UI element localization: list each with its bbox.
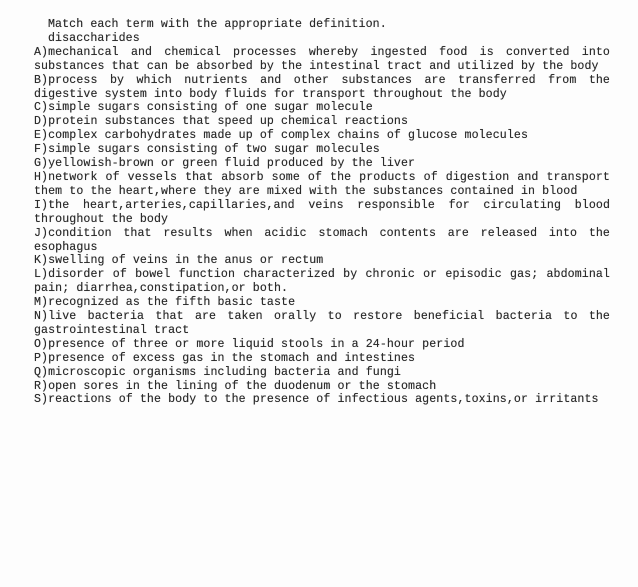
definition-item — [30, 157, 610, 171]
definition-text: presence of three or more liquid stools in a 24-hour period — [48, 337, 465, 351]
definition-item — [30, 268, 610, 296]
definition-letter: K) — [34, 254, 49, 268]
matching-question — [30, 18, 610, 407]
definition-letter: B) — [34, 73, 49, 87]
definition-text: disorder of bowel function characterized by chronic or episodic gas; abdominal pain; diarrhea,constipation,or both. — [34, 268, 610, 296]
definition-letter: I) — [34, 198, 49, 212]
definition-item — [30, 296, 610, 310]
definition-text: yellowish-brown or green fluid produced by the liver — [48, 157, 416, 171]
definition-text: condition that results when acidic stomach contents are released into the esophagus — [34, 226, 610, 254]
question-instruction: Match each term with the appropriate definition. — [48, 18, 387, 31]
definition-item — [30, 115, 610, 129]
definition-item — [30, 338, 610, 352]
definition-list — [30, 46, 610, 408]
definition-item — [30, 74, 610, 102]
definition-letter: M) — [34, 296, 49, 310]
definition-text: swelling of veins in the anus or rectum — [48, 254, 324, 268]
definition-item — [30, 380, 610, 394]
definition-item — [30, 101, 610, 115]
definition-letter: C) — [34, 101, 49, 115]
definition-item — [30, 171, 610, 199]
definition-letter: L) — [34, 268, 49, 282]
definition-text: microscopic organisms including bacteria and fungi — [48, 365, 401, 379]
definition-text: simple sugars consisting of one sugar molecule — [48, 101, 373, 115]
definition-text: mechanical and chemical processes whereby ingested food is converted into substances that can be absorbed by the intestinal tract and utilized by the body — [34, 45, 610, 73]
definition-text: protein substances that speed up chemical reactions — [48, 115, 409, 129]
definition-text: open sores in the lining of the duodenum or the stomach — [48, 379, 437, 393]
definition-item — [30, 227, 610, 255]
definition-item — [30, 199, 610, 227]
definition-item — [30, 352, 610, 366]
definition-text: the heart,arteries,capillaries,and veins responsible for circulating blood throughout the body — [34, 198, 610, 226]
definition-letter: N) — [34, 310, 49, 324]
definition-letter: R) — [34, 379, 49, 393]
definition-text: simple sugars consisting of two sugar molecules — [48, 143, 380, 157]
definition-item — [30, 366, 610, 380]
definition-item — [30, 129, 610, 143]
definition-letter: F) — [34, 143, 49, 157]
definition-letter: E) — [34, 129, 49, 143]
definition-item — [30, 143, 610, 157]
definition-text: complex carbohydrates made up of complex chains of glucose molecules — [48, 129, 529, 143]
question-term: disaccharides — [48, 31, 140, 45]
definition-item — [30, 393, 610, 407]
definition-item — [30, 46, 610, 74]
definition-letter: J) — [34, 226, 49, 240]
definition-letter: P) — [34, 351, 49, 365]
definition-letter: O) — [34, 337, 49, 351]
definition-item — [30, 254, 610, 268]
definition-letter: G) — [34, 157, 49, 171]
definition-letter: A) — [34, 45, 49, 59]
definition-text: presence of excess gas in the stomach and intestines — [48, 351, 416, 365]
definition-item — [30, 310, 610, 338]
definition-letter: S) — [34, 393, 49, 407]
definition-text: network of vessels that absorb some of the products of digestion and transport them to the heart,where they are mixed with the substances contained in blood — [34, 170, 610, 198]
definition-text: live bacteria that are taken orally to restore beneficial bacteria to the gastrointestinal tract — [34, 310, 610, 337]
definition-text: recognized as the fifth basic taste — [48, 296, 296, 310]
definition-letter: Q) — [34, 365, 49, 379]
definition-letter: D) — [34, 115, 49, 129]
definition-letter: H) — [34, 170, 49, 184]
definition-text: process by which nutrients and other substances are transferred from the digestive system into body fluids for transport throughout the body — [34, 73, 610, 101]
definition-text: reactions of the body to the presence of infectious agents,toxins,or irritants — [48, 393, 599, 407]
